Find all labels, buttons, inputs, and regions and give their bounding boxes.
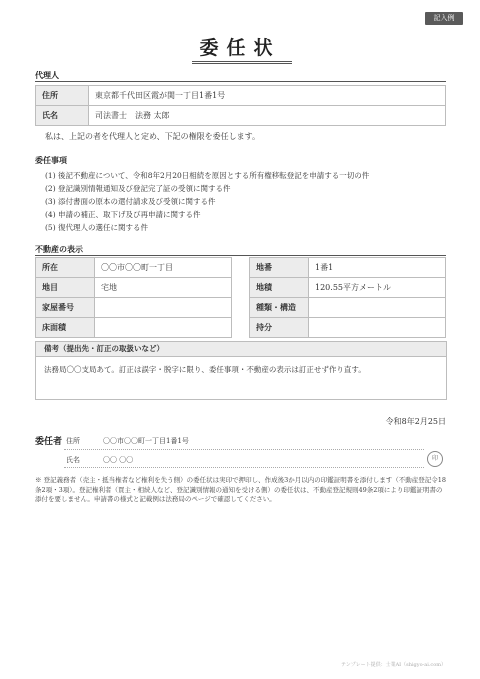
principal-address-line — [64, 449, 424, 450]
page-title: 委任状 — [199, 37, 281, 59]
property-value: 〇〇市〇〇町一丁目 — [95, 258, 232, 278]
property-label: 家屋番号 — [36, 298, 95, 318]
property-value: 1番1 — [309, 258, 446, 278]
principal-name-label: 氏名 — [66, 456, 80, 464]
date: 令和8年2月25日 — [385, 417, 446, 426]
title-rule-bottom — [192, 63, 292, 64]
property-value — [309, 298, 446, 318]
seal-mark: 印 — [427, 451, 443, 467]
remarks-heading: 備考（提出先・訂正の取扱いなど） — [36, 342, 446, 357]
principal-heading: 委任者 — [35, 437, 63, 447]
principal-address-label: 住所 — [66, 437, 80, 445]
property-label: 地番 — [250, 258, 309, 278]
agent-rule — [35, 81, 446, 82]
agent-address-label: 住所 — [36, 86, 89, 106]
remarks-box — [35, 341, 447, 400]
property-table-left — [35, 257, 232, 338]
agent-row-address — [36, 86, 446, 106]
matter-item: (4) 申請の補正、取下げ及び再申請に関する件 — [45, 210, 201, 219]
property-label: 地目 — [36, 278, 95, 298]
property-table-right — [249, 257, 446, 338]
agent-name-label: 氏名 — [36, 106, 89, 126]
property-value: 120.55平方メートル — [309, 278, 446, 298]
property-rule — [35, 255, 446, 256]
principal-address-value: 〇〇市〇〇町一丁目1番1号 — [103, 437, 189, 445]
matter-item: (5) 復代理人の選任に関する件 — [45, 223, 149, 232]
title-rule-top — [192, 61, 292, 62]
property-value — [95, 318, 232, 338]
agent-address-value: 東京都千代田区霞が関一丁目1番1号 — [89, 86, 446, 106]
footnote: ※ 登記義務者（売主・抵当権者など権利を失う側）の委任状は実印で押印し、作成後3か月以内の印鑑証明書を添付します（不動産登記令18条2項・3項）。登記権利者（買主・相続人など、登記識別情報の通知を受ける側）の委任状は、不動産登記規則49条2項により印鑑証明書の添付を要しません。申請書の様式と記載例は法務局のページで確認してください。 — [35, 476, 446, 503]
property-value — [95, 298, 232, 318]
matter-item: (2) 登記識別情報通知及び登記完了証の受領に関する件 — [45, 184, 231, 193]
property-label: 種類・構造 — [250, 298, 309, 318]
agent-name-value: 司法書士 法務 太郎 — [89, 106, 446, 126]
agent-table — [35, 85, 446, 126]
matter-item: (3) 添付書面の原本の還付請求及び受領に関する件 — [45, 197, 216, 206]
property-value: 宅地 — [95, 278, 232, 298]
matter-item: (1) 後記不動産について、令和8年2月20日相続を原因とする所有権移転登記を申請する一切の件 — [45, 171, 370, 180]
agent-heading: 代理人 — [35, 70, 59, 80]
property-label: 持分 — [250, 318, 309, 338]
property-label: 地積 — [250, 278, 309, 298]
property-heading: 不動産の表示 — [35, 244, 83, 254]
remarks-body: 法務局〇〇支局あて。訂正は誤字・脱字に限り、委任事項・不動産の表示は訂正せず作り直す。 — [44, 365, 366, 374]
agent-row-name — [36, 106, 446, 126]
template-credit: テンプレート提供：士業AI（shigyo-ai.com） — [341, 662, 446, 668]
matters-heading: 委任事項 — [35, 155, 67, 165]
principal-name-line — [64, 467, 424, 468]
principal-name-value: 〇〇 〇〇 — [103, 456, 134, 464]
property-label: 所在 — [36, 258, 95, 278]
sample-badge: 記入例 — [425, 12, 463, 25]
property-value — [309, 318, 446, 338]
property-label: 床面積 — [36, 318, 95, 338]
delegation-statement: 私は、上記の者を代理人と定め、下記の権限を委任します。 — [45, 132, 261, 141]
